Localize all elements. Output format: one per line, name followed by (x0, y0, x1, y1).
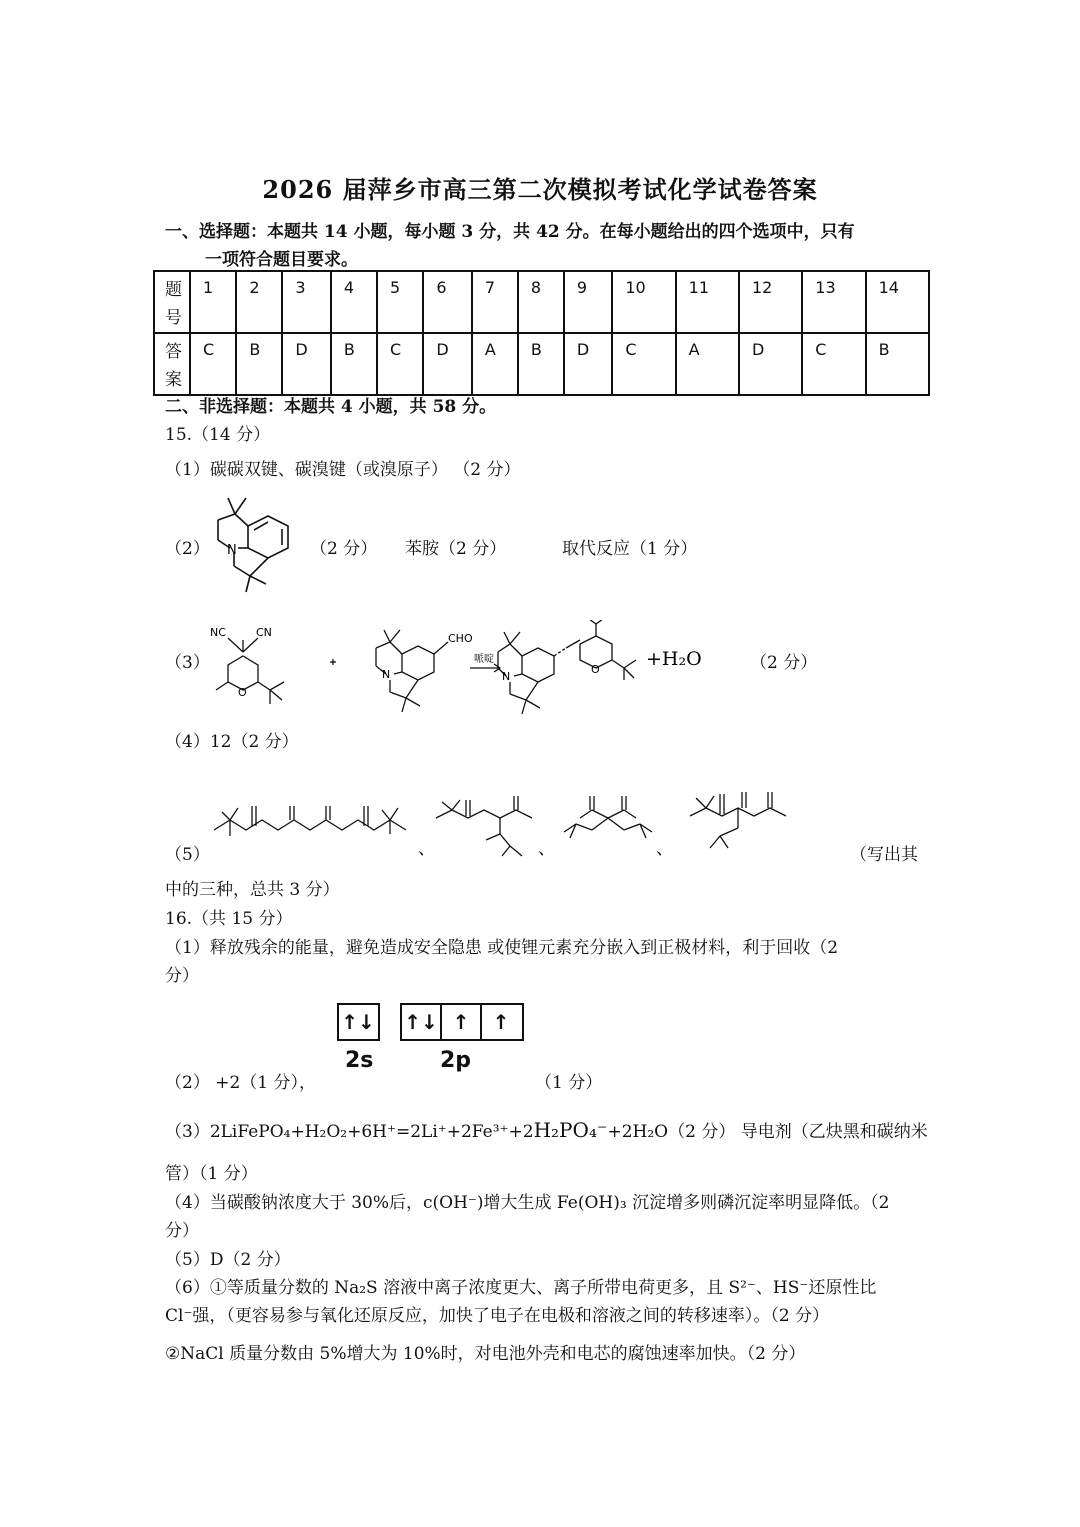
spin-pair: ↑↓ (341, 1010, 375, 1034)
q16-part6-cont: Cl⁻强，（更容易参与氧化还原反应，加快了电子在电极和溶液之间的转移速率）。（2 分） (165, 1306, 830, 1326)
q16-part2: （2） +2（1 分）， (165, 1073, 316, 1093)
n-atom-label: N (502, 670, 511, 683)
q15-part1: （1）碳碳双键、碳溴键（或溴原子） （2 分） (165, 460, 521, 480)
equation-right: +2H₂O（2 分） 导电剂（乙炔黑和碳纳米 (607, 1122, 928, 1142)
q15-part5-note-cont: 中的三种，总共 3 分） (165, 880, 340, 900)
orbital-2p-label: 2p (440, 1048, 472, 1073)
q15-part2-label: （2） (165, 539, 210, 559)
q16-part5: （5）D（2 分） (165, 1250, 291, 1270)
section1-header: 一、选择题：本题共 14 小题，每小题 3 分，共 42 分。在每小题给出的四个选项中，只有 (165, 222, 855, 242)
q16-title: 16.（共 15 分） (165, 909, 293, 929)
table-cell: A (472, 333, 518, 395)
q15-part2-score: （2 分） (310, 539, 378, 559)
q16-part3 (165, 1117, 928, 1142)
table-cell: 2 (236, 271, 282, 333)
table-cell: D (423, 333, 472, 395)
table-row-answers (154, 333, 929, 395)
table-cell: B (331, 333, 377, 395)
table-cell: 13 (802, 271, 865, 333)
separator: 、 (418, 839, 435, 859)
q15-part3-label: （3） (165, 653, 210, 673)
table-cell: D (739, 333, 802, 395)
table-cell: C (377, 333, 423, 395)
table-cell: A (676, 333, 739, 395)
q16-part6-second: ②NaCl 质量分数由 5%增大为 10%时，对电池外壳和电芯的腐蚀速率加快。（2 分） (165, 1344, 806, 1364)
section1-header-cont: 一项符合题目要求。 (205, 250, 358, 270)
table-cell: B (866, 333, 929, 395)
n-atom-label: N (382, 668, 391, 681)
spin-up: ↑ (440, 1005, 480, 1039)
table-cell: 10 (612, 271, 675, 333)
equation-phosphate: H₂PO₄⁻ (533, 1118, 608, 1142)
table-cell: 12 (739, 271, 802, 333)
q16-part2-score: （1 分） (535, 1073, 603, 1093)
orbital-2s-label: 2s (345, 1048, 374, 1073)
table-cell: 11 (676, 271, 739, 333)
table-cell: C (802, 333, 865, 395)
row-label-number: 题号 (154, 271, 190, 333)
cho-label: CHO (448, 632, 473, 645)
spin-up: ↑ (480, 1005, 520, 1039)
separator: 、 (538, 839, 555, 859)
orbital-2s-box (337, 1003, 380, 1041)
q15-part4: （4）12（2 分） (165, 732, 299, 752)
orbital-2p-box (400, 1003, 524, 1041)
table-cell: D (282, 333, 331, 395)
table-cell: C (190, 333, 236, 395)
table-cell: 14 (866, 271, 929, 333)
table-cell: B (236, 333, 282, 395)
catalyst-label: 哌啶 (474, 654, 494, 665)
table-cell: 9 (564, 271, 613, 333)
table-cell: 5 (377, 271, 423, 333)
table-cell: B (518, 333, 564, 395)
q15-part5-label: （5） (165, 845, 210, 865)
table-cell: C (612, 333, 675, 395)
table-cell: D (564, 333, 613, 395)
cn-label: CN (256, 626, 272, 639)
row-label-answer: 答案 (154, 333, 190, 395)
answer-table (153, 270, 930, 396)
spin-pair: ↑↓ (404, 1010, 438, 1034)
q15-title: 15.（14 分） (165, 425, 271, 445)
equation-left: （3）2LiFePO₄+H₂O₂+6H⁺=2Li⁺+2Fe³⁺+2 (165, 1122, 534, 1142)
table-cell: 3 (282, 271, 331, 333)
q16-part4: （4）当碳酸钠浓度大于 30%后，c(OH⁻)增大生成 Fe(OH)₃ 沉淀增多则磷沉淀率明显降低。（2 (165, 1193, 890, 1213)
q15-part2-type: 取代反应（1 分） (562, 539, 698, 559)
q16-part4-cont: 分） (165, 1221, 199, 1241)
q16-part6: （6）①等质量分数的 Na₂S 溶液中离子浓度更大、离子所带电荷更多，且 S²⁻、HS⁻还原性比 (165, 1278, 877, 1298)
table-row-numbers (154, 271, 929, 333)
water-product: +H₂O (646, 648, 702, 670)
separator: 、 (656, 839, 673, 859)
q15-part2-name: 苯胺（2 分） (405, 539, 507, 559)
table-cell: 7 (472, 271, 518, 333)
page-title: 2026 届萍乡市高三第二次模拟考试化学试卷答案 (262, 175, 818, 204)
table-cell: 8 (518, 271, 564, 333)
table-cell: 1 (190, 271, 236, 333)
q16-part3-cont: 管）（1 分） (165, 1164, 258, 1184)
reaction-scheme (208, 620, 808, 720)
table-cell: 4 (331, 271, 377, 333)
q15-part5-note: （写出其 (850, 845, 918, 865)
julolidine-structure (210, 488, 300, 598)
q15-part3-score: （2 分） (750, 653, 818, 673)
o-atom-label: O (591, 663, 600, 676)
q16-part1-cont: 分） (165, 966, 199, 986)
isomer-structures (210, 768, 830, 860)
table-cell: 6 (423, 271, 472, 333)
nc-label: NC (210, 626, 226, 639)
section2-header: 二、非选择题：本题共 4 小题，共 58 分。 (165, 397, 497, 417)
o-atom-label: O (238, 686, 247, 699)
n-atom-label: N (227, 543, 237, 558)
q16-part1: （1）释放残余的能量，避免造成安全隐患 或使锂元素充分嵌入到正极材料，利于回收（2 (165, 938, 839, 958)
